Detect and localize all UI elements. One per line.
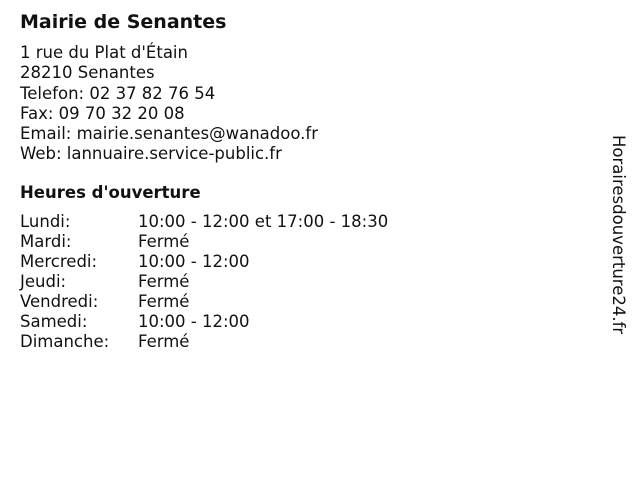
hours-row-friday <box>20 292 600 312</box>
day-label: Mardi: <box>20 231 72 251</box>
hours-heading: Heures d'ouverture <box>20 182 201 202</box>
hours-table <box>20 212 600 353</box>
day-label: Dimanche: <box>20 332 110 352</box>
phone: Telefon: 02 37 82 76 54 <box>20 83 216 103</box>
hours-row-monday <box>20 212 600 232</box>
hours-row-thursday <box>20 272 600 292</box>
day-hours: 10:00 - 12:00 <box>138 312 250 332</box>
hours-row-sunday <box>20 332 600 352</box>
day-label: Lundi: <box>20 211 71 231</box>
hours-row-tuesday <box>20 232 600 252</box>
site-watermark: Horairesdouverture24.fr <box>609 135 628 335</box>
contact-block <box>20 43 600 165</box>
address-line-1: 1 rue du Plat d'Étain <box>20 43 188 62</box>
hours-row-saturday <box>20 312 600 332</box>
day-label: Jeudi: <box>20 272 67 292</box>
day-hours: 10:00 - 12:00 <box>138 251 250 271</box>
day-hours: Fermé <box>138 332 190 352</box>
hours-row-wednesday <box>20 252 600 272</box>
day-label: Samedi: <box>20 312 88 332</box>
business-card <box>20 10 600 352</box>
fax: Fax: 09 70 32 20 08 <box>20 103 185 123</box>
day-label: Vendredi: <box>20 292 99 312</box>
day-label: Mercredi: <box>20 251 98 271</box>
day-hours: Fermé <box>138 292 190 312</box>
day-hours: Fermé <box>138 272 190 292</box>
day-hours: 10:00 - 12:00 et 17:00 - 18:30 <box>138 211 389 231</box>
business-name: Mairie de Senantes <box>20 11 227 33</box>
address-line-2: 28210 Senantes <box>20 63 155 83</box>
day-hours: Fermé <box>138 231 190 251</box>
website: Web: lannuaire.service-public.fr <box>20 144 282 164</box>
email: Email: mairie.senantes@wanadoo.fr <box>20 124 318 144</box>
